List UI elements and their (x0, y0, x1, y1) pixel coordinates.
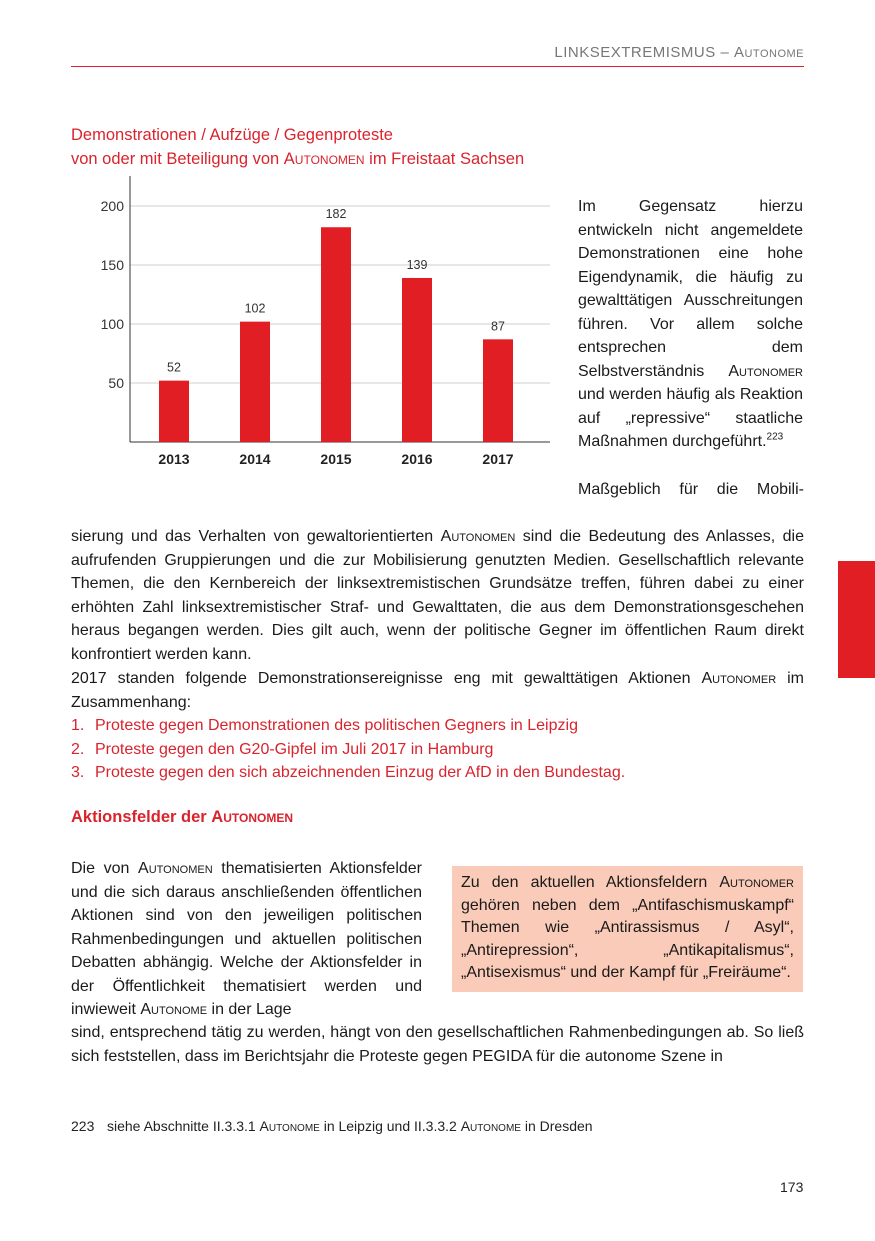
bar (159, 381, 189, 442)
list-item (71, 761, 804, 785)
footnote-t1: siehe Abschnitte II.3.3.1 (107, 1118, 260, 1134)
section-heading (71, 808, 293, 827)
events-intro (71, 667, 804, 714)
list-item (71, 738, 804, 762)
x-tick-label: 2017 (482, 451, 514, 467)
x-tick-label: 2013 (158, 451, 190, 467)
left-para-sc2: Autonome (140, 1001, 208, 1018)
list-item (71, 714, 804, 738)
list-item-text: Proteste gegen Demonstrationen des politischen Gegners in Leipzig (95, 717, 578, 734)
chart-title-line2-pre: von oder mit Beteiligung von (71, 150, 284, 168)
header-title-main: LINKSEXTREMISMUS (554, 44, 716, 61)
continuation-paragraph (71, 1021, 804, 1068)
bar (321, 227, 351, 442)
x-tick-label: 2014 (239, 451, 271, 467)
left-para-t3: in der Lage (207, 1001, 292, 1018)
chart-title-line1: Demonstrationen / Aufzüge / Gegenproteste (71, 126, 393, 144)
right-col-sc: Autonomer (728, 362, 803, 380)
action-fields-paragraph (71, 857, 422, 1022)
data-label: 139 (406, 257, 428, 272)
data-label: 52 (167, 360, 181, 375)
page-number: 173 (780, 1179, 804, 1195)
bar (240, 322, 270, 442)
header-title-sub: Autonome (733, 44, 804, 61)
left-para-t1: Die von (71, 860, 139, 877)
footnote (71, 1118, 593, 1134)
callout-t2: gehören neben dem „Antifaschismuskampf“ Themen wie „Antirassismus / Asyl“, „Antirepression“, „Antikapitalismus“, „Antisexismus“ und der Kampf für „Freiräume“. (461, 896, 794, 981)
mid-para-first-line: Maßgeblich für die Mobili- (578, 481, 804, 498)
data-label: 102 (244, 301, 266, 316)
x-tick-label: 2016 (401, 451, 433, 467)
chart-title-line2-sc: Autonomen (283, 150, 365, 168)
mid-para-sc: Autonomen (440, 528, 516, 545)
left-para-t2: thematisierten Aktionsfelder und die sich daraus anschließenden öffentlichen Aktionen sind von den jeweiligen politischen Rahmenbedingungen und aktuellen politischen Debatten abhängig. Welche der Aktionsfelder in der Öffentlichkeit thematisiert werden und inwieweit (71, 860, 422, 1018)
mobilization-paragraph (71, 478, 804, 666)
callout-box (452, 866, 803, 992)
chapter-side-tab (838, 561, 875, 678)
right-col-text: Im Gegensatz hierzu entwickeln nicht angemeldete Demonstrationen eine hohe Eigendynamik, die häufig zu gewalttätigen Ausschreitungen führen. Vor allem solche entsprechen dem Selbstverständnis (578, 198, 803, 380)
y-tick-label: 200 (100, 198, 124, 214)
footnote-number: 223 (71, 1118, 95, 1134)
section-heading-sc: Autonomen (211, 808, 293, 826)
footnote-t2: in Leipzig und II.3.3.2 (319, 1118, 461, 1134)
footnote-t3: in Dresden (520, 1118, 593, 1134)
chart-title (71, 123, 524, 171)
list-item-text: Proteste gegen den G20-Gipfel im Juli 2017 in Hamburg (95, 740, 494, 758)
bar (402, 278, 432, 442)
y-tick-label: 100 (100, 316, 124, 332)
callout-sc: Autonomer (719, 874, 794, 891)
mid-para-text: sierung und das Verhalten von gewaltorientierten (71, 528, 441, 545)
y-tick-label: 50 (108, 375, 124, 391)
data-label: 182 (325, 207, 347, 222)
chart-title-line2-post: im Freistaat Sachsen (364, 150, 525, 168)
intro-text2: im Zusammenhang: (71, 670, 805, 711)
bar (483, 339, 513, 442)
intro-sc: Autonomer (701, 670, 777, 687)
callout-t1: Zu den aktuellen Aktionsfeldern (461, 874, 720, 891)
mid-para-text2: sind die Bedeutung des Anlasses, die aufrufenden Gruppierungen und die zur Mobilisierung genutzten Medien. Gesellschaftlich relevante Themen, die den Kernbereich der linksextremistischen Grundsätze treffen, führen dabei zu einer erhöhten Zahl linksextremistischer Straf- und Gewalttaten, die aus dem Demonstrationsgeschehen heraus begangen werden. Dies gilt auch, wenn der politische Gegner im öffentlichen Raum direkt konfrontiert werden kann. (71, 528, 804, 663)
footnote-sc1: Autonome (259, 1118, 320, 1134)
bottom-para-text: sind, entsprechend tätig zu werden, hängt von den gesellschaftlichen Rahmenbedingungen ab. So ließ sich feststellen, dass im Berichtsjahr die Proteste gegen PEGIDA für die autonome Szene in (71, 1024, 804, 1065)
bar-chart (90, 175, 560, 475)
header-title (554, 44, 804, 61)
footnote-sc2: Autonome (460, 1118, 521, 1134)
list-item-text: Proteste gegen den sich abzeichnenden Einzug der AfD in den Bundestag. (95, 764, 626, 781)
running-header (71, 42, 804, 67)
section-heading-text: Aktionsfelder der (71, 808, 212, 826)
left-para-sc1: Autonomen (138, 860, 213, 877)
right-col-text2: und werden häufig als Reaktion auf „repressive“ staatliche Maßnahmen durchgeführt. (578, 386, 803, 450)
header-separator: – (715, 44, 734, 61)
events-list (71, 714, 804, 785)
chart-title-line2 (71, 147, 524, 171)
y-tick-label: 150 (100, 257, 124, 273)
intro-text: 2017 standen folgende Demonstrationsereignisse eng mit gewalttätigen Aktionen (71, 670, 702, 687)
footnote-reference: 223 (766, 431, 784, 443)
list-item-number: 2. (71, 740, 85, 758)
data-label: 87 (491, 319, 505, 334)
x-tick-label: 2015 (320, 451, 352, 467)
list-item-number: 1. (71, 717, 85, 734)
list-item-number: 3. (71, 764, 85, 781)
right-column-paragraph (578, 195, 803, 454)
